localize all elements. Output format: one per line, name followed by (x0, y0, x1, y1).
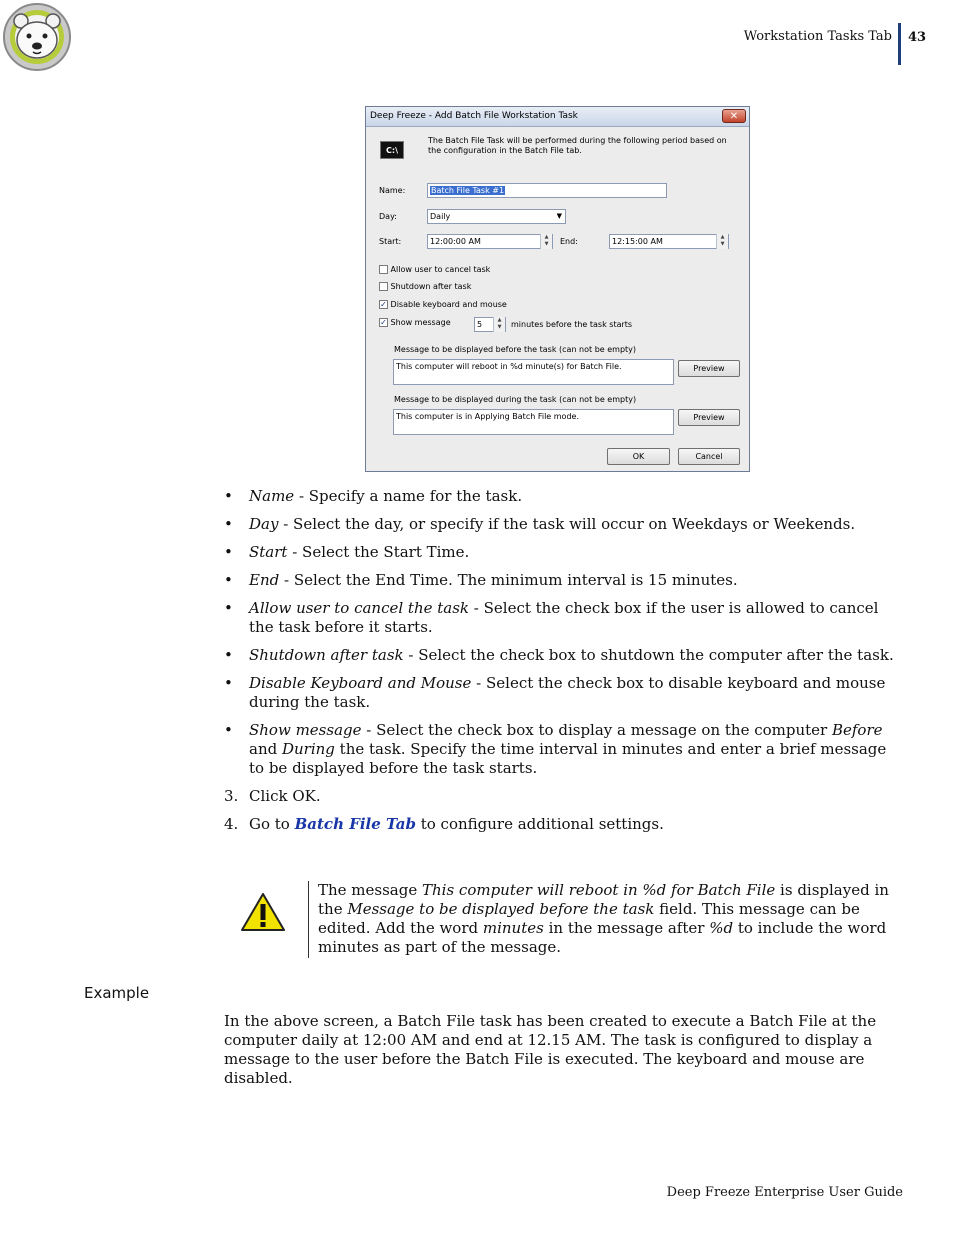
before-message-label: Message to be displayed before the task (can not be empty) (394, 345, 637, 354)
bullet-glyph: • (224, 571, 233, 589)
note-emphasis: minutes (482, 919, 544, 937)
page-number: 43 (908, 30, 927, 45)
footer-guide-title: Deep Freeze Enterprise User Guide (666, 1185, 903, 1200)
dialog-title: Deep Freeze - Add Batch File Workstation Task (370, 111, 578, 121)
checkbox-allow-cancel[interactable] (379, 265, 490, 274)
checkbox-label: Show message (390, 318, 451, 327)
list-item (224, 599, 898, 637)
step-3 (224, 787, 321, 806)
option-descriptions (224, 487, 898, 787)
start-time-input[interactable] (427, 234, 553, 249)
bullet-glyph: • (224, 599, 233, 617)
description: the task. Specify the time interval in minutes and enter a brief message to be displayed before the task starts. (249, 740, 887, 777)
description: - Specify a name for the task. (294, 487, 523, 505)
note-part: field. This message can be edited. Add the word (318, 900, 860, 937)
note-emphasis: Message to be displayed before the task (347, 900, 655, 918)
bullet-glyph: • (224, 543, 233, 561)
note-part: is displayed in the (318, 881, 889, 918)
minutes-input[interactable] (474, 317, 506, 332)
name-input-value: Batch File Task #1 (431, 186, 505, 195)
step-number: 3. (224, 787, 239, 805)
checkbox-label: Allow user to cancel task (390, 265, 491, 274)
example-paragraph: In the above screen, a Batch File task has been created to execute a Batch File at the computer daily at 12:00 AM and end at 12.15 AM. The task is configured to display a message to the user before the Batch File is executed. The keyboard and mouse are disabled. (224, 1012, 877, 1087)
list-item (224, 515, 898, 534)
preview-before-button[interactable]: Preview (678, 360, 740, 377)
check-icon[interactable]: ✓ (380, 300, 387, 309)
list-item (224, 487, 898, 506)
start-time-value: 12:00:00 AM (430, 237, 481, 246)
header-divider (898, 23, 901, 65)
preview-during-button[interactable]: Preview (678, 409, 740, 426)
description: - Select the check box to disable keyboard and mouse during the task. (249, 674, 886, 711)
checkbox-shutdown[interactable] (379, 282, 471, 291)
start-spinner[interactable]: ▲ ▼ (540, 234, 552, 249)
term: Shutdown after task (249, 646, 404, 664)
day-select[interactable] (427, 209, 566, 224)
checkbox-label: Shutdown after task (390, 282, 472, 291)
bullet-glyph: • (224, 721, 233, 739)
description: - Select the End Time. The minimum interval is 15 minutes. (279, 571, 738, 589)
term: Day (249, 515, 279, 533)
start-label: Start: (379, 237, 402, 246)
term: Show message (249, 721, 362, 739)
example-heading: Example (84, 984, 150, 1002)
note-part: in the message after (543, 919, 710, 937)
step-text: to configure additional settings. (415, 815, 664, 833)
list-item (224, 674, 898, 712)
list-item (224, 646, 898, 665)
bullet-glyph: • (224, 487, 233, 505)
name-label: Name: (379, 186, 406, 195)
chevron-down-icon: ▼ (556, 212, 562, 220)
checkbox-box[interactable] (379, 265, 388, 274)
ok-button[interactable]: OK (607, 448, 670, 465)
warning-icon (240, 892, 286, 932)
term: Allow user to cancel the task (249, 599, 470, 617)
checkbox-label: Disable keyboard and mouse (390, 300, 507, 309)
list-item (224, 571, 898, 590)
checkbox-disable-keyboard[interactable] (379, 300, 507, 309)
before-message-textarea[interactable]: This computer will reboot in %d minute(s) for Batch File. (393, 359, 674, 385)
end-label: End: (560, 237, 578, 246)
step-text: Go to (249, 815, 295, 833)
minutes-value: 5 (477, 320, 483, 329)
checkbox-box[interactable] (379, 282, 388, 291)
list-item (224, 543, 898, 562)
minutes-spinner[interactable]: ▲ ▼ (493, 317, 505, 332)
note-emphasis: %d (709, 919, 734, 937)
note-divider (308, 881, 309, 958)
end-time-input[interactable] (609, 234, 729, 249)
dialog-intro-text: The Batch File Task will be performed during the following period based on the configuration in the Batch File tab. (428, 136, 727, 155)
checkbox-show-message[interactable] (379, 318, 451, 327)
minutes-suffix: minutes before the task starts (511, 320, 633, 329)
term: End (249, 571, 280, 589)
step-text: Click OK. (249, 787, 321, 805)
day-label: Day: (379, 212, 397, 221)
bullet-glyph: • (224, 674, 233, 692)
step-4 (224, 815, 664, 834)
term: Disable Keyboard and Mouse (249, 674, 472, 692)
note-part: to include the word minutes as part of the message. (318, 919, 887, 956)
section-title: Workstation Tasks Tab (743, 29, 892, 44)
end-time-value: 12:15:00 AM (612, 237, 663, 246)
cancel-button[interactable]: Cancel (678, 448, 740, 465)
close-button[interactable]: ✕ (722, 109, 746, 123)
description: and (249, 740, 282, 758)
step-number: 4. (224, 815, 239, 833)
during-message-label: Message to be displayed during the task (can not be empty) (394, 395, 637, 404)
note-text (318, 881, 890, 957)
note-part: The message (318, 881, 422, 899)
bullet-glyph: • (224, 646, 233, 664)
batch-file-tab-link[interactable]: Batch File Tab (294, 815, 416, 833)
term: Name (249, 487, 295, 505)
emphasis: Before (831, 721, 883, 739)
during-message-textarea[interactable]: This computer is in Applying Batch File mode. (393, 409, 674, 435)
name-input[interactable] (427, 183, 667, 198)
add-batch-file-task-dialog (365, 106, 750, 472)
note-emphasis: This computer will reboot in %d for Batch File (422, 881, 776, 899)
description: - Select the check box to display a message on the computer (361, 721, 832, 739)
term: Start (249, 543, 288, 561)
day-select-value: Daily (430, 212, 451, 221)
deep-freeze-logo (2, 2, 72, 72)
description: - Select the day, or specify if the task will occur on Weekdays or Weekends. (278, 515, 856, 533)
check-icon[interactable]: ✓ (380, 318, 387, 327)
dialog-title-bar (366, 107, 749, 127)
command-prompt-icon: C:\ (380, 141, 404, 159)
emphasis: During (281, 740, 335, 758)
bullet-glyph: • (224, 515, 233, 533)
description: - Select the Start Time. (287, 543, 470, 561)
description: - Select the check box if the user is allowed to cancel the task before it starts. (249, 599, 879, 636)
end-spinner[interactable]: ▲ ▼ (716, 234, 728, 249)
description: - Select the check box to shutdown the computer after the task. (403, 646, 894, 664)
list-item (224, 721, 898, 778)
